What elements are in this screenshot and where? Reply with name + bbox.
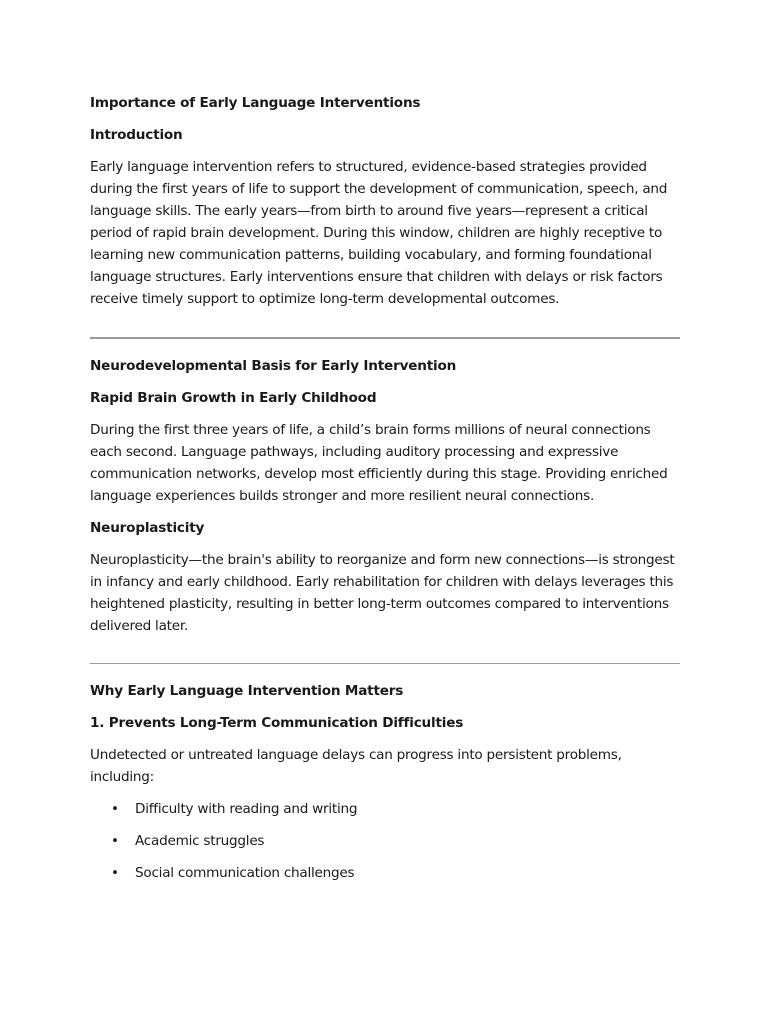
- section-heading-introduction: Introduction: [90, 127, 183, 143]
- neuroplasticity-paragraph: Neuroplasticity—the brain's ability to reorganize and form new connections—is strongest in infancy and early childhood. Early rehabilitation for children with delays leverages this heightened plasticity, resulting in better long-term outcomes compared to interventions delivered later.: [90, 552, 675, 634]
- list-item: [90, 830, 680, 852]
- list-item: [90, 798, 680, 820]
- document-title: Importance of Early Language Interventions: [90, 95, 421, 111]
- subheading-prevents-difficulties: 1. Prevents Long-Term Communication Difficulties: [90, 715, 464, 731]
- subheading-rapid-brain-growth: Rapid Brain Growth in Early Childhood: [90, 390, 377, 406]
- prevents-difficulties-paragraph: Undetected or untreated language delays can progress into persistent problems, including:: [90, 747, 622, 785]
- bullet-icon: •: [111, 865, 119, 881]
- section-heading-why-matters: Why Early Language Intervention Matters: [90, 683, 404, 699]
- list-item-text: Difficulty with reading and writing: [135, 801, 358, 817]
- list-item: [90, 862, 680, 884]
- introduction-paragraph: Early language intervention refers to structured, evidence-based strategies provided during the first years of life to support the development of communication, speech, and language skills. The early years—from birth to around five years—represent a critical period of rapid brain development. During this window, children are highly receptive to learning new communication patterns, building vocabulary, and forming foundational language structures. Early interventions ensure that children with delays or risk factors receive timely support to optimize long-term developmental outcomes.: [90, 159, 668, 307]
- subheading-neuroplasticity: Neuroplasticity: [90, 520, 205, 536]
- section-heading-neurodevelopmental: Neurodevelopmental Basis for Early Intervention: [90, 358, 457, 374]
- list-item-text: Academic struggles: [135, 833, 265, 849]
- rapid-brain-growth-paragraph: During the first three years of life, a child’s brain forms millions of neural connections each second. Language pathways, including auditory processing and expressive communication networks, develop most efficiently during this stage. Providing enriched language experiences builds stronger and more resilient neural connections.: [90, 422, 668, 504]
- list-item-text: Social communication challenges: [135, 865, 355, 881]
- bullet-list: [90, 798, 680, 884]
- bullet-icon: •: [111, 833, 119, 849]
- bullet-icon: •: [111, 801, 119, 817]
- document-page: [90, 92, 680, 894]
